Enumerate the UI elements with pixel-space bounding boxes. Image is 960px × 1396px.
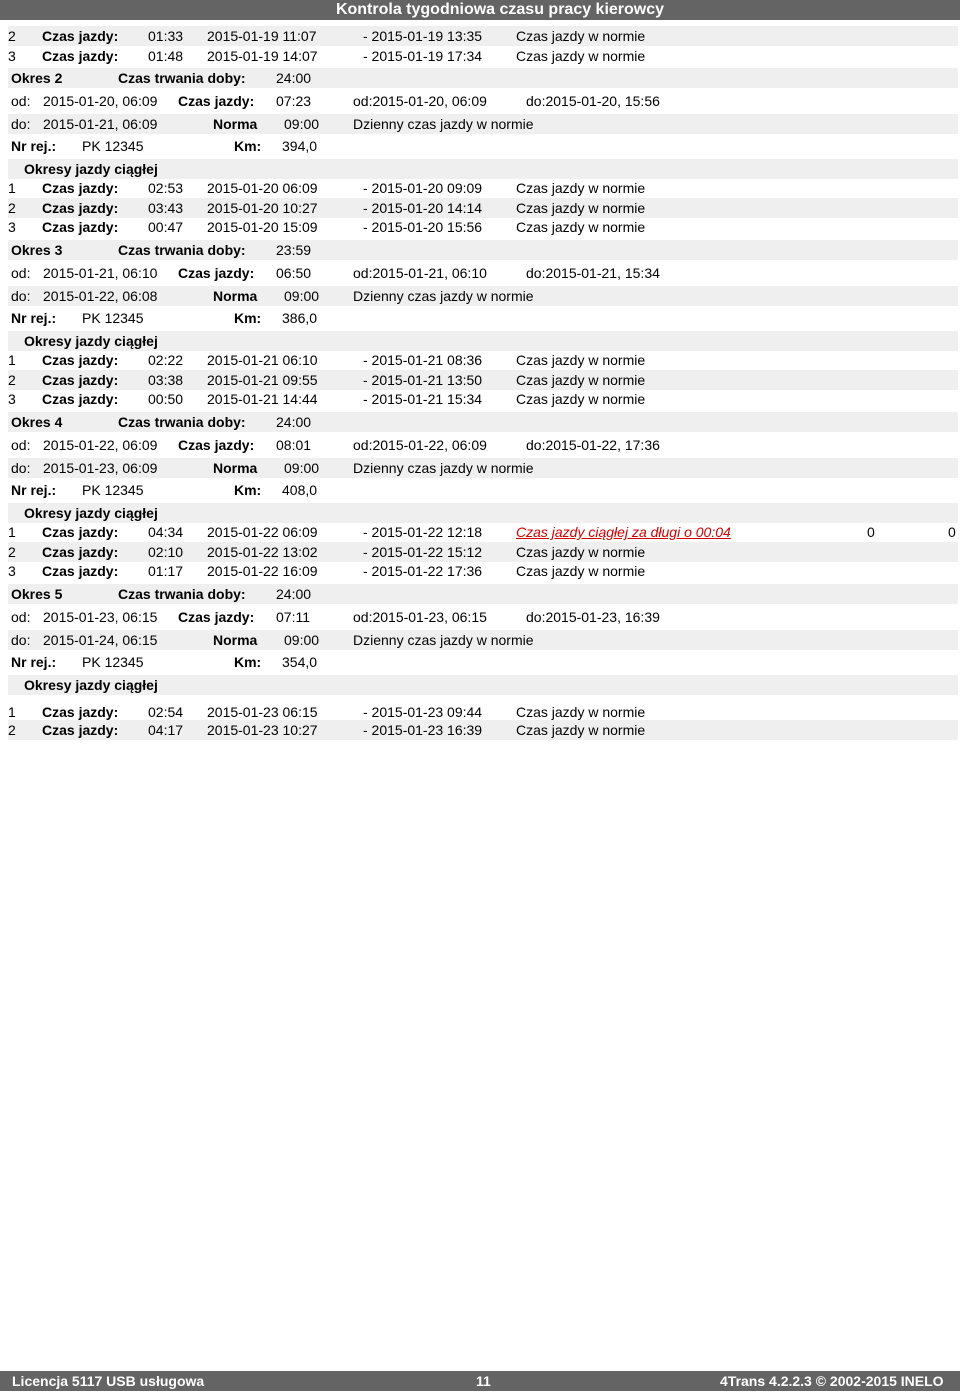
drive-time-value: 00:50 [148,391,184,407]
period-reg-row [8,308,958,328]
drive-time-label: Czas jazdy: [42,391,119,407]
continuous-periods-row [8,159,958,179]
od-label: od: [11,265,31,281]
continuous-periods-label: Okresy jazdy ciągłej [24,333,158,349]
driving-end: do:2015-01-23, 16:39 [526,609,660,625]
footer-bar [0,1371,960,1391]
drive-time-value: 04:34 [148,524,184,540]
start-datetime: 2015-01-23 10:27 [207,722,318,738]
end-datetime: - 2015-01-23 16:39 [363,722,483,738]
drive-time-value: 03:43 [148,200,184,216]
do-value: 2015-01-23, 06:09 [43,460,158,476]
start-datetime: 2015-01-20 15:09 [207,219,318,235]
reg-label: Nr rej.: [11,482,57,498]
period-od-row [8,435,958,455]
status-text: Czas jazdy w normie [516,391,646,407]
driving-end: do:2015-01-21, 15:34 [526,265,660,281]
end-datetime: - 2015-01-22 15:12 [363,544,483,560]
drive-time-value: 02:53 [148,180,184,196]
end-datetime: - 2015-01-21 15:34 [363,391,483,407]
drive-time-value: 04:17 [148,722,184,738]
start-datetime: 2015-01-21 09:55 [207,372,318,388]
reg-label: Nr rej.: [11,138,57,154]
row-number: 1 [8,180,16,196]
do-value: 2015-01-22, 06:08 [43,288,158,304]
continuous-periods-label: Okresy jazdy ciągłej [24,505,158,521]
drive-time-label: Czas jazdy: [178,265,255,281]
drive-time-value: 08:01 [276,437,312,453]
drive-row [8,26,958,46]
do-label: do: [11,288,31,304]
status-text: Czas jazdy w normie [516,563,646,579]
km-value: 394,0 [282,138,318,154]
continuous-periods-row [8,331,958,351]
norm-value: 09:00 [284,632,320,648]
status-text: Czas jazdy w normie [516,352,646,368]
status-text: Czas jazdy w normie [516,219,646,235]
row-number: 1 [8,704,16,720]
drive-row [8,542,958,562]
extra-value: 0 [867,524,875,540]
drive-row [8,198,958,218]
do-label: do: [11,116,31,132]
drive-time-value: 01:17 [148,563,184,579]
drive-time-label: Czas jazdy: [42,48,119,64]
driving-start: od:2015-01-22, 06:09 [353,437,487,453]
od-value: 2015-01-20, 06:09 [43,93,158,109]
status-text: Czas jazdy w normie [516,200,646,216]
drive-time-label: Czas jazdy: [42,219,119,235]
norm-label: Norma [213,460,258,476]
day-length-value: 24:00 [276,414,312,430]
day-length-value: 24:00 [276,70,312,86]
row-number: 3 [8,391,16,407]
drive-time-label: Czas jazdy: [42,704,119,720]
reg-value: PK 12345 [82,138,144,154]
do-label: do: [11,460,31,476]
drive-time-label: Czas jazdy: [42,372,119,388]
start-datetime: 2015-01-22 16:09 [207,563,318,579]
drive-time-value: 01:48 [148,48,184,64]
day-length-label: Czas trwania doby: [118,414,246,430]
status-text: Czas jazdy ciągłej za długi o 00:04 [516,524,731,540]
norm-value: 09:00 [284,116,320,132]
norm-value: 09:00 [284,288,320,304]
status-text: Czas jazdy w normie [516,372,646,388]
period-reg-row [8,136,958,156]
period-title: Okres 3 [11,242,63,258]
start-datetime: 2015-01-21 06:10 [207,352,318,368]
driving-end: do:2015-01-22, 17:36 [526,437,660,453]
report-title-bar [0,0,960,20]
drive-time-value: 01:33 [148,28,184,44]
end-datetime: - 2015-01-21 13:50 [363,372,483,388]
drive-row [8,702,958,722]
drive-time-value: 02:10 [148,544,184,560]
do-value: 2015-01-21, 06:09 [43,116,158,132]
extra-value: 0 [948,524,956,540]
drive-row [8,389,958,409]
drive-row [8,720,958,740]
continuous-periods-label: Okresy jazdy ciągłej [24,677,158,693]
period-od-row [8,607,958,627]
period-header-row [8,240,958,260]
end-datetime: - 2015-01-20 14:14 [363,200,483,216]
drive-row [8,350,958,370]
row-number: 3 [8,563,16,579]
period-title: Okres 2 [11,70,63,86]
km-label: Km: [234,482,262,498]
reg-value: PK 12345 [82,310,144,326]
day-length-value: 24:00 [276,586,312,602]
km-label: Km: [234,310,262,326]
day-length-value: 23:59 [276,242,312,258]
row-number: 2 [8,28,16,44]
driving-start: od:2015-01-23, 06:15 [353,609,487,625]
period-do-row [8,458,958,478]
drive-time-label: Czas jazdy: [42,200,119,216]
start-datetime: 2015-01-21 14:44 [207,391,318,407]
drive-time-value: 07:11 [276,609,310,625]
status-text: Czas jazdy w normie [516,704,646,720]
daily-status: Dzienny czas jazdy w normie [353,632,534,648]
period-do-row [8,114,958,134]
status-text: Czas jazdy w normie [516,28,646,44]
period-title: Okres 5 [11,586,63,602]
period-do-row [8,630,958,650]
day-length-label: Czas trwania doby: [118,586,246,602]
status-text: Czas jazdy w normie [516,722,646,738]
drive-time-label: Czas jazdy: [42,28,119,44]
end-datetime: - 2015-01-23 09:44 [363,704,483,720]
drive-time-value: 06:50 [276,265,312,281]
end-datetime: - 2015-01-22 12:18 [363,524,483,540]
daily-status: Dzienny czas jazdy w normie [353,288,534,304]
km-value: 354,0 [282,654,318,670]
row-number: 1 [8,524,16,540]
drive-time-label: Czas jazdy: [178,437,255,453]
day-length-label: Czas trwania doby: [118,70,246,86]
od-label: od: [11,609,31,625]
end-datetime: - 2015-01-20 09:09 [363,180,483,196]
row-number: 2 [8,544,16,560]
drive-time-label: Czas jazdy: [42,180,119,196]
row-number: 1 [8,352,16,368]
start-datetime: 2015-01-23 06:15 [207,704,318,720]
drive-time-label: Czas jazdy: [42,352,119,368]
row-number: 2 [8,200,16,216]
end-datetime: - 2015-01-19 13:35 [363,28,483,44]
continuous-periods-row [8,503,958,523]
continuous-periods-label: Okresy jazdy ciągłej [24,161,158,177]
km-label: Km: [234,138,262,154]
drive-time-value: 02:22 [148,352,184,368]
drive-time-value: 00:47 [148,219,184,235]
driving-start: od:2015-01-20, 06:09 [353,93,487,109]
drive-row [8,178,958,198]
do-label: do: [11,632,31,648]
reg-value: PK 12345 [82,482,144,498]
drive-time-value: 07:23 [276,93,312,109]
start-datetime: 2015-01-22 06:09 [207,524,318,540]
driving-end: do:2015-01-20, 15:56 [526,93,660,109]
drive-row [8,370,958,390]
row-number: 2 [8,722,16,738]
km-value: 408,0 [282,482,318,498]
start-datetime: 2015-01-22 13:02 [207,544,318,560]
day-length-label: Czas trwania doby: [118,242,246,258]
period-do-row [8,286,958,306]
period-title: Okres 4 [11,414,63,430]
km-value: 386,0 [282,310,318,326]
drive-row [8,561,958,581]
period-od-row [8,91,958,111]
period-reg-row [8,480,958,500]
drive-time-label: Czas jazdy: [42,524,119,540]
start-datetime: 2015-01-19 11:07 [207,28,317,44]
start-datetime: 2015-01-20 10:27 [207,200,318,216]
license-text: Licencja 5117 USB usługowa [12,1373,205,1389]
norm-label: Norma [213,632,258,648]
page-number: 11 [476,1373,491,1389]
drive-row [8,522,958,542]
norm-label: Norma [213,116,258,132]
period-header-row [8,584,958,604]
status-text: Czas jazdy w normie [516,544,646,560]
period-od-row [8,263,958,283]
start-datetime: 2015-01-19 14:07 [207,48,318,64]
drive-time-value: 02:54 [148,704,184,720]
od-value: 2015-01-23, 06:15 [43,609,158,625]
end-datetime: - 2015-01-21 08:36 [363,352,483,368]
drive-time-value: 03:38 [148,372,184,388]
od-label: od: [11,93,31,109]
period-header-row [8,412,958,432]
do-value: 2015-01-24, 06:15 [43,632,158,648]
row-number: 2 [8,372,16,388]
km-label: Km: [234,654,262,670]
drive-time-label: Czas jazdy: [178,609,255,625]
row-number: 3 [8,48,16,64]
version-text: 4Trans 4.2.2.3 © 2002-2015 INELO [720,1373,944,1389]
end-datetime: - 2015-01-22 17:36 [363,563,483,579]
drive-row [8,217,958,237]
od-value: 2015-01-22, 06:09 [43,437,158,453]
drive-time-label: Czas jazdy: [178,93,255,109]
daily-status: Dzienny czas jazdy w normie [353,460,534,476]
end-datetime: - 2015-01-19 17:34 [363,48,483,64]
period-header-row [8,68,958,88]
end-datetime: - 2015-01-20 15:56 [363,219,483,235]
start-datetime: 2015-01-20 06:09 [207,180,318,196]
continuous-periods-row [8,675,958,695]
drive-time-label: Czas jazdy: [42,563,119,579]
daily-status: Dzienny czas jazdy w normie [353,116,534,132]
drive-row [8,46,958,66]
drive-time-label: Czas jazdy: [42,544,119,560]
norm-label: Norma [213,288,258,304]
driving-start: od:2015-01-21, 06:10 [353,265,487,281]
od-value: 2015-01-21, 06:10 [43,265,158,281]
norm-value: 09:00 [284,460,320,476]
row-number: 3 [8,219,16,235]
reg-value: PK 12345 [82,654,144,670]
reg-label: Nr rej.: [11,310,57,326]
status-text: Czas jazdy w normie [516,180,646,196]
od-label: od: [11,437,31,453]
status-text: Czas jazdy w normie [516,48,646,64]
period-reg-row [8,652,958,672]
reg-label: Nr rej.: [11,654,57,670]
report-title: Kontrola tygodniowa czasu pracy kierowcy [335,1,665,18]
drive-time-label: Czas jazdy: [42,722,119,738]
